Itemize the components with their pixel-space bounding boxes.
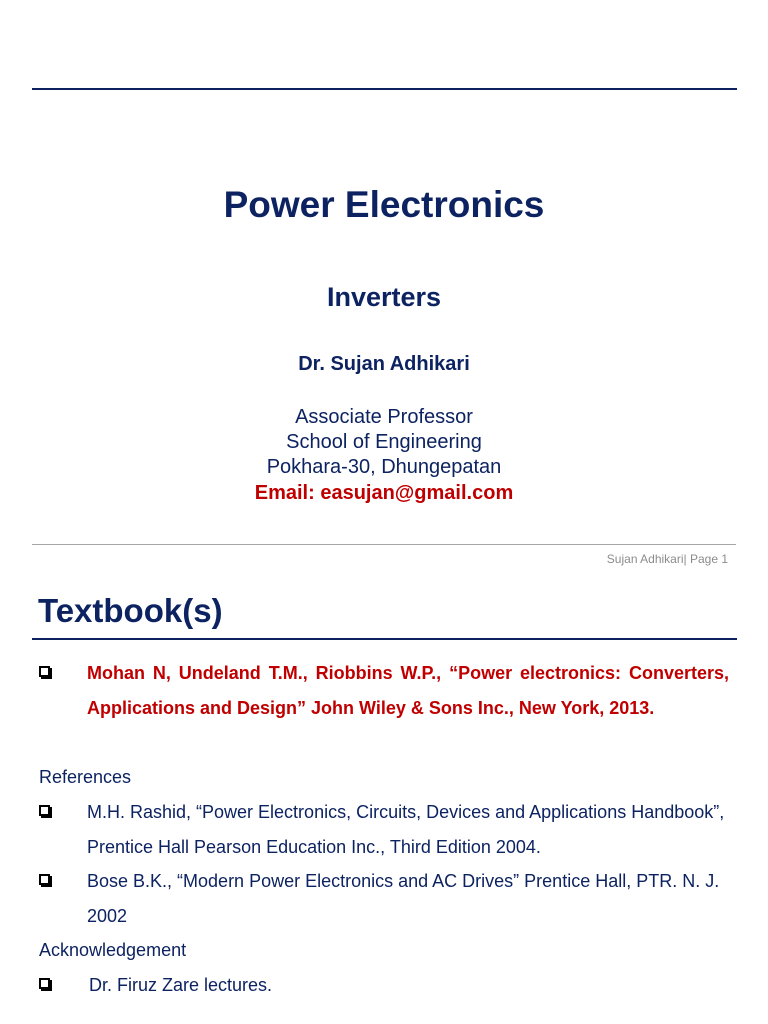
affiliation-position: Associate Professor	[295, 406, 473, 428]
textbooks-title: Textbook(s)	[38, 592, 223, 629]
email-line: Email: easujan@gmail.com	[254, 482, 514, 504]
slide-divider	[32, 544, 736, 545]
affiliation-block	[0, 405, 768, 480]
hollow-square-bullet-icon	[39, 978, 50, 989]
textbooks-rule	[32, 638, 737, 640]
references-heading: References	[39, 767, 132, 787]
acknowledgement-heading: Acknowledgement	[39, 940, 187, 960]
affiliation-school: School of Engineering	[286, 431, 482, 453]
hollow-square-bullet-icon	[39, 666, 50, 677]
author-name: Dr. Sujan Adhikari	[298, 353, 470, 375]
acknowledgement-item: Dr. Firuz Zare lectures.	[89, 975, 273, 995]
hollow-square-bullet-icon	[39, 874, 50, 885]
hollow-square-bullet-icon	[39, 805, 50, 816]
slide-subtitle: Inverters	[326, 282, 442, 312]
textbook-entry: Mohan N, Undeland T.M., Riobbins W.P., “Power electronics: Converters, Applications and Design” John Wiley & Sons Inc., New York, 2013.	[87, 663, 729, 718]
affiliation-address: Pokhara-30, Dhungepatan	[266, 456, 502, 478]
slide-title: Power Electronics	[223, 184, 545, 225]
reference-item: Bose B.K., “Modern Power Electronics and AC Drives” Prentice Hall, PTR. N. J. 2002	[87, 871, 720, 926]
reference-item: M.H. Rashid, “Power Electronics, Circuits, Devices and Applications Handbook”, Prentice Hall Pearson Education Inc., Third Edition 2004.	[87, 802, 725, 857]
top-rule	[32, 88, 737, 90]
page-footer: Sujan Adhikari| Page 1	[606, 552, 728, 566]
